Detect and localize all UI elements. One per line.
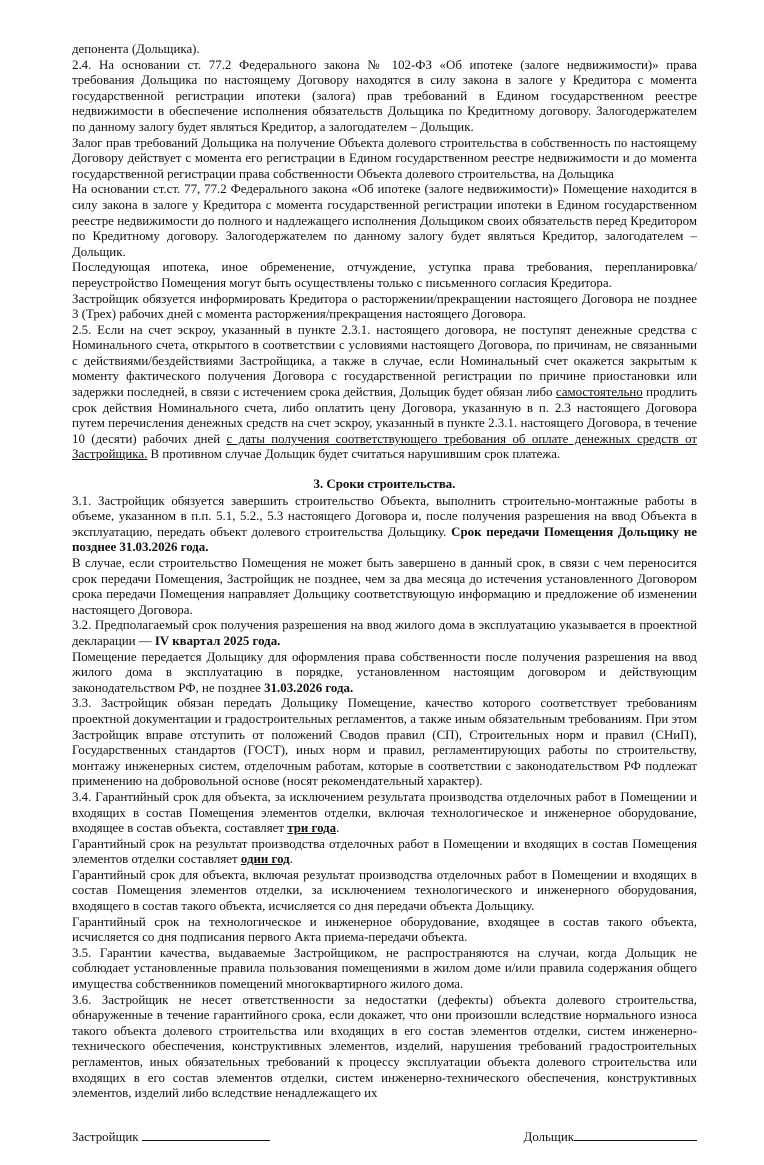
- paragraph-pledge-premises: На основании ст.ст. 77, 77.2 Федерального закона «Об ипотеке (залоге недвижимости)» Помещение находится в силу закона в залоге у Кредитора с момента государственной регистрации ипотеки в Едином государственном реестре недвижимости до полного и надлежащего исполнения Дольщиком своих обязательств перед Кредитором по Кредитному договору. Залогодержателем по данному залогу будет являться Кредитор, залогодателем – Дольщик.: [72, 182, 697, 259]
- section-3-title: 3. Сроки строительства.: [313, 477, 456, 492]
- paragraph-2-5: [72, 323, 697, 463]
- paragraph-3-2-text: 3.2. Предполагаемый срок получения разрешения на ввод жилого дома в эксплуатацию указывается в проектной декларации —: [72, 618, 697, 648]
- underlined-independently: самостоятельно: [555, 385, 643, 400]
- ownership-deadline-bold: 31.03.2026 года.: [264, 680, 354, 695]
- developer-signature-line: [142, 1128, 270, 1141]
- developer-label: Застройщик: [72, 1129, 139, 1144]
- paragraph-inform-creditor: Застройщик обязуется информировать Кредитора о расторжении/прекращении настоящего Договора не позднее 3 (Трех) рабочих дней с момента расторжения/прекращения настоящего Договора.: [72, 291, 697, 322]
- paragraph-3-4-text: 3.4. Гарантийный срок для объекта, за исключением результата производства отделочных работ в Помещении и входящих в состав Помещения элементов отделки, включая технологическое и инженерное оборудование, входящее в состав объекта, составляет: [72, 789, 697, 836]
- paragraph-3-5: 3.5. Гарантии качества, выдаваемые Застройщиком, не распространяются на случаи, когда Дольщик не соблюдает установленные правила пользования помещениями в жилом доме и/или правила содержания общего имущества собственников помещений многоквартирного жилого дома.: [72, 945, 697, 992]
- paragraph-finishing-warranty: [72, 837, 697, 868]
- paragraph-ownership-transfer: [72, 650, 697, 697]
- paragraph-finishing-end: .: [289, 852, 293, 867]
- paragraph-3-1: [72, 494, 697, 556]
- paragraph-ownership-text: Помещение передается Дольщику для оформления права собственности после получения разрешения на ввод жилого дома в эксплуатацию в порядке, установленном настоящим договором и действующим законодательством РФ, не позднее: [72, 649, 697, 695]
- paragraph-2-5-text-c: В противном случае Дольщик будет считаться нарушившим срок платежа.: [147, 447, 561, 462]
- paragraph-3-1-text: 3.1. Застройщик обязуется завершить строительство Объекта, выполнить строительно-монтажные работы в объеме, указанном в п.п. 5.1, 5.2., 5.3 настоящего Договора и, после получения разрешения на ввод Объекта в эксплуатацию, передать объект долевого строительства Дольщику.: [72, 493, 697, 539]
- paragraph-2-5-text-a: 2.5. Если на счет эскроу, указанный в пункте 2.3.1. настоящего договора, не поступят денежные средства с Номинального счета, открытого в соответствии с условиями настоящего Договора, по причинам, не связанными с действиями/бездействиями Застройщика, а также в случае, если Номинальный счет окажется закрытым к моменту фактического получения Договора с государственной регистрации по причине приостановки или задержки последней, в связи с истечением срока действия, Дольщик будет обязан либо: [72, 322, 697, 400]
- paragraph-2-5-text-b: продлить срок действия Номинального счета, либо оплатить цену Договора, указанную в п. 2.3 настоящего Договора путем перечисления денежных средств на счет эскроу, указанный в пункте 2.3.1. настоящего Договора, в течение 10 (десяти) рабочих дней: [72, 385, 697, 446]
- shareholder-signature: [524, 1128, 697, 1146]
- transfer-deadline-bold: Срок передачи Помещения Дольщику не позднее 31.03.2026 года.: [72, 524, 697, 555]
- paragraph-3-3: 3.3. Застройщик обязан передать Дольщику Помещение, качество которого соответствует требованиям проектной документации и градостроительных регламентов, а также иным обязательным требованиям. При этом Застройщик вправе отступить от положений Сводов правил (СП), Строительных норм и правил (СНиП), Государственных стандартов (ГОСТ), иных норм и правил, регламентирующих работы по строительству, монтажу инженерных систем, отделочным работам, которые в соответствии с законодательством РФ подлежат применению на добровольной основе (носят рекомендательный характер).: [72, 696, 697, 789]
- paragraph-warranty-start: Гарантийный срок для объекта, включая результат производства отделочных работ в Помещении и входящих в состав Помещения элементов отделки, за исключением технологического и инженерного оборудования, входящего в состав такого объекта, исчисляется со дня передачи объекта Дольщику.: [72, 867, 697, 914]
- developer-signature: [72, 1128, 270, 1146]
- paragraph-finishing-text: Гарантийный срок на результат производства отделочных работ в Помещении и входящих в состав Помещения элементов отделки составляет: [72, 836, 697, 867]
- paragraph-3-6: 3.6. Застройщик не несет ответственности за недостатки (дефекты) объекта долевого строительства, обнаруженные в течение гарантийного срока, если докажет, что они произошли вследствие нормального износа такого объекта долевого строительства или входящих в его состав элементов отделки, систем инженерно-технического обеспечения, конструктивных элементов, изделий, нарушения требований градостроительных регламентов, иных обязательных требований к процессу эксплуатации объекта долевого строительства или входящих в его состав элементов отделки, систем инженерно-технического обеспечения, конструктивных элементов, изделий либо вследствие ненадлежащего их: [72, 992, 697, 1101]
- shareholder-signature-line: [574, 1128, 697, 1141]
- warranty-one-year: один год: [240, 852, 290, 867]
- paragraph-3-4: [72, 790, 697, 837]
- paragraph-delay-notice: В случае, если строительство Помещения не может быть завершено в данный срок, в связи с чем переносится срок передачи Помещения, Застройщик не позднее, чем за два месяца до истечения установленного Договором срока передачи Помещения направляет Дольщику соответствующую информацию и предложение об изменении настоящего Договора.: [72, 556, 697, 617]
- underlined-demand-date: с даты получения соответствующего требования об оплате денежных средств от Застройщика.: [72, 431, 697, 462]
- paragraph-3-2: [72, 618, 697, 649]
- paragraph-subsequent-mortgage: Последующая ипотека, иное обременение, отчуждение, уступка права требования, перепланировка/переустройство Помещения могут быть осуществлены только с письменного согласия Кредитора.: [72, 260, 697, 290]
- paragraph-equipment-warranty: Гарантийный срок на технологическое и инженерное оборудование, входящее в состав такого объекта, исчисляется со дня подписания первого Акта приема-передачи объекта.: [72, 914, 697, 945]
- paragraph-pledge-rights: Залог прав требований Дольщика на получение Объекта долевого строительства в собственность по настоящему Договору действует с момента его регистрации в Едином государственном реестре недвижимости и до момента государственной регистрации права собственности Объекта долевого строительства, на Дольщика: [72, 135, 697, 181]
- signature-row: [72, 1128, 697, 1146]
- paragraph-2-4: 2.4. На основании ст. 77.2 Федерального закона № 102-ФЗ «Об ипотеке (залоге недвижимости)» права требования Дольщика по настоящему Договору находятся в силу закона в залоге у Кредитора с момента государственной регистрации ипотеки (залога) прав требований в Едином государственном реестре недвижимости в обеспечение исполнения обязательств Дольщика по Кредитному договору. Залогодержателем по данному залогу будет являться Кредитор, а залогодателем – Дольщик.: [72, 57, 697, 134]
- warranty-three-years: три года: [287, 821, 337, 836]
- shareholder-label: Дольщик: [523, 1129, 574, 1144]
- paragraph-3-4-end: .: [336, 821, 340, 836]
- paragraph-2-3-end: депонента (Дольщика).: [72, 42, 200, 56]
- permit-quarter-bold: IV квартал 2025 года.: [154, 633, 281, 648]
